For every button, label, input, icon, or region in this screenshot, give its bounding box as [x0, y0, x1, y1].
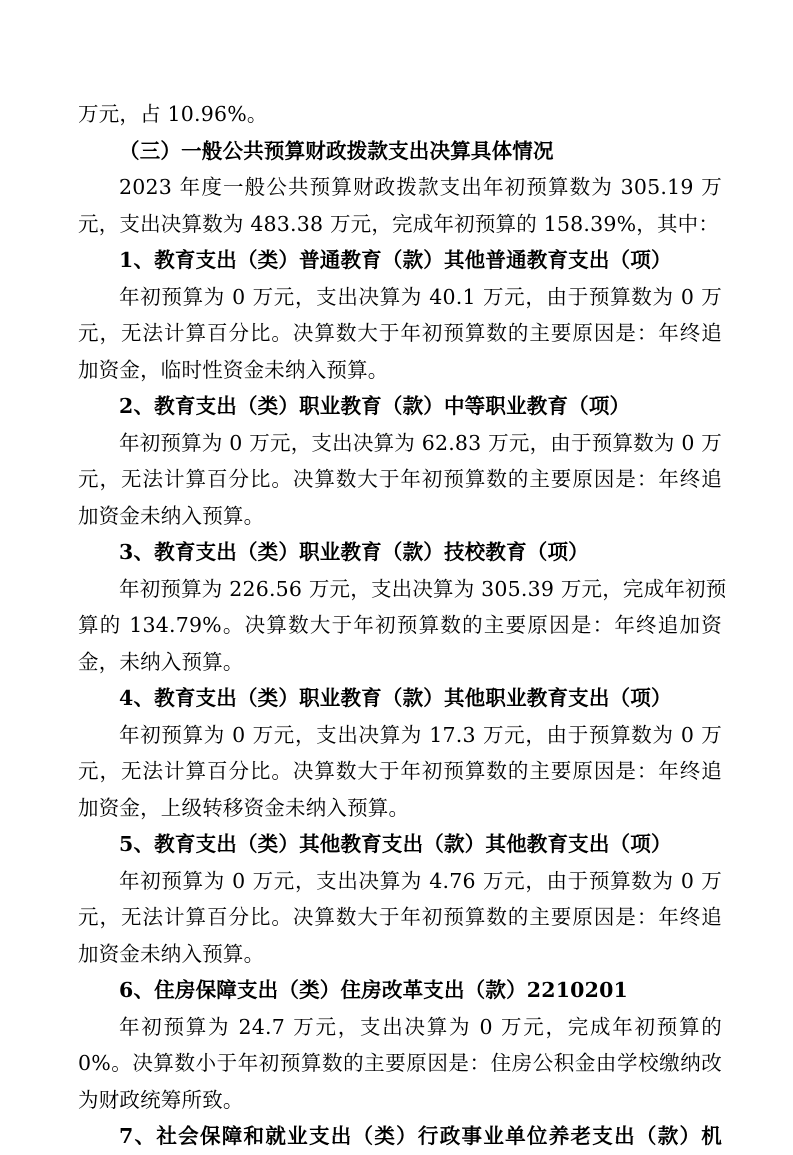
section-heading: 3、教育支出（类）职业教育（款）技校教育（项）: [119, 540, 589, 564]
paragraph-line: 元，无法计算百分比。决算数大于年初预算数的主要原因是：年终追: [78, 321, 722, 345]
paragraph-line: 加资金，上级转移资金未纳入预算。: [78, 795, 410, 820]
section-heading: 1、教育支出（类）普通教育（款）其他普通教育支出（项）: [119, 248, 672, 272]
paragraph-line: 元，无法计算百分比。决算数大于年初预算数的主要原因是：年终追: [78, 759, 722, 783]
paragraph-line: 加资金未纳入预算。: [78, 503, 265, 528]
paragraph-line: 年初预算为 0 万元，支出决算为 62.83 万元，由于预算数为 0 万: [119, 430, 722, 455]
paragraph-line: 0%。决算数小于年初预算数的主要原因是：住房公积金由学校缴纳改: [78, 1051, 722, 1075]
paragraph-line: 年初预算为 0 万元，支出决算为 40.1 万元，由于预算数为 0 万: [119, 284, 722, 309]
section-heading: （三）一般公共预算财政拨款支出决算具体情况: [119, 138, 554, 163]
paragraph-line: 年初预算为 226.56 万元，支出决算为 305.39 万元，完成年初预: [119, 576, 727, 601]
paragraph-line: 年初预算为 24.7 万元，支出决算为 0 万元，完成年初预算的: [119, 1014, 722, 1039]
paragraph-line: 元，无法计算百分比。决算数大于年初预算数的主要原因是：年终追: [78, 905, 722, 929]
paragraph-line: 为财政统筹所致。: [78, 1087, 244, 1112]
paragraph-line: 年初预算为 0 万元，支出决算为 4.76 万元，由于预算数为 0 万: [119, 868, 722, 893]
paragraph-line: 2023 年度一般公共预算财政拨款支出年初预算数为 305.19 万: [119, 175, 722, 199]
section-heading: 7、社会保障和就业支出（类）行政事业单位养老支出（款）机: [119, 1124, 722, 1148]
section-heading: 4、教育支出（类）职业教育（款）其他职业教育支出（项）: [119, 686, 672, 710]
document-page: [78, 96, 727, 1155]
paragraph-line: 算的 134.79%。决算数大于年初预算数的主要原因是：年终追加资: [78, 613, 722, 637]
paragraph-line: 加资金未纳入预算。: [78, 941, 265, 966]
paragraph-line: 万元，占 10.96%。: [78, 102, 268, 126]
paragraph-line: 金，未纳入预算。: [78, 649, 244, 674]
section-heading: 5、教育支出（类）其他教育支出（款）其他教育支出（项）: [119, 832, 672, 856]
paragraph-line: 元，无法计算百分比。决算数大于年初预算数的主要原因是：年终追: [78, 467, 722, 491]
section-heading: 6、住房保障支出（类）住房改革支出（款）2210201: [119, 978, 629, 1002]
section-heading: 2、教育支出（类）职业教育（款）中等职业教育（项）: [119, 394, 631, 418]
paragraph-line: 加资金，临时性资金未纳入预算。: [78, 357, 389, 382]
paragraph-line: 元，支出决算数为 483.38 万元，完成年初预算的 158.39%，其中：: [78, 211, 720, 236]
paragraph-line: 年初预算为 0 万元，支出决算为 17.3 万元，由于预算数为 0 万: [119, 722, 722, 747]
